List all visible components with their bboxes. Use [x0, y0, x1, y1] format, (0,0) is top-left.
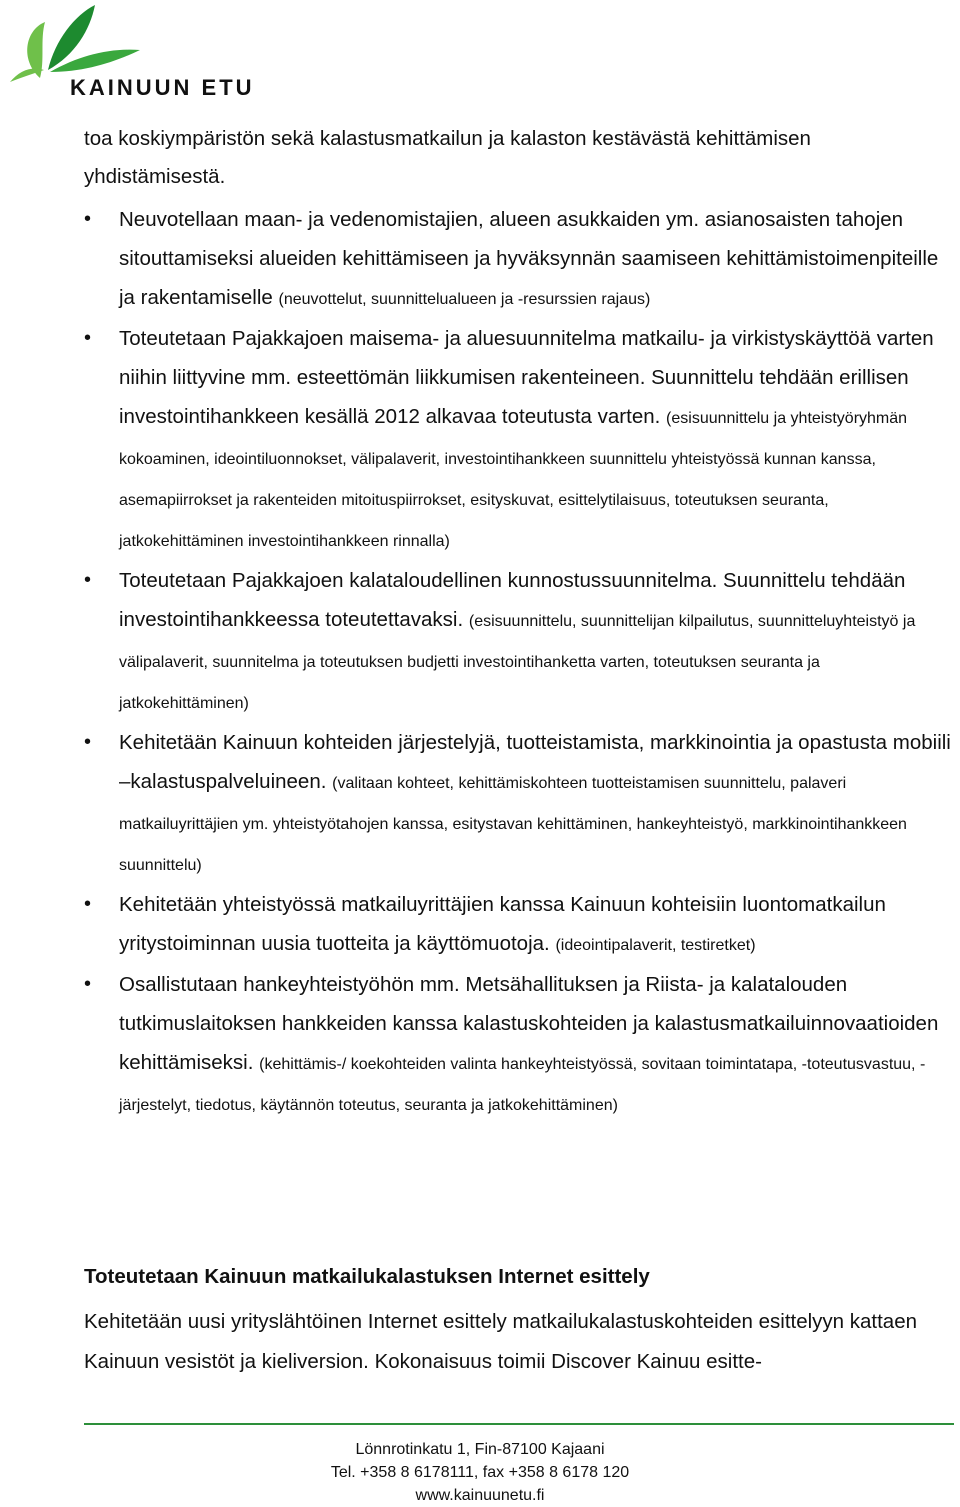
- list-item: [84, 965, 954, 1125]
- footer-phone: Tel. +358 8 6178111, fax +358 8 6178 120: [330, 1464, 630, 1481]
- item-main: Neuvotellaan maan- ja vedenomistajien, alueen asukkaiden ym. asianosaisten tahojen sitouttamiseksi alueiden kehittämiseen ja hyväksynnän saamiseen kehittämistoimenpiteille ja rakentamiselle: [119, 208, 939, 309]
- item-note: (kehittämis-/ koekohteiden valinta hankeyhteistyössä, sovitaan toimintatapa, -toteutusvastuu, -järjestelyt, tiedotus, käytännön toteutus, seuranta ja jatkokehittäminen): [119, 1056, 926, 1114]
- item-note: (ideointipalaverit, testiretket): [555, 937, 756, 954]
- item-main: Osallistutaan hankeyhteistyöhön mm. Metsähallituksen ja Riista- ja kalatalouden tutkimuslaitoksen hankkeiden kanssa kalastuskohteiden ja kalastusmatkailuinnovaatioiden kehittämiseksi.: [119, 973, 939, 1074]
- item-main: Kehitetään Kainuun kohteiden järjestelyjä, tuotteistamista, markkinointia ja opastusta mobiili –kalastuspalveluineen.: [119, 731, 951, 793]
- item-note: (valitaan kohteet, kehittämiskohteen tuotteistamisen suunnittelu, palaveri matkailuyrittäjien ym. yhteistyötahojen kanssa, esitystavan kehittäminen, hankeyhteistyö, markkinointihankkeen suunnittelu): [119, 775, 907, 874]
- kainuun-etu-logo: [0, 0, 300, 100]
- section-body: Kehitetään uusi yrityslähtöinen Internet esittely matkailukalastuskohteiden esittelyyn kattaen Kainuun vesistöt ja kieliversion. Kokonaisuus toimii Discover Kainuu esitte-: [84, 1310, 918, 1373]
- logo-text: KAINUUN ETU: [70, 75, 255, 100]
- action-list: [84, 200, 954, 1125]
- item-note: (esisuunnittelu, suunnittelijan kilpailutus, suunnitteluyhteistyö ja välipalaverit, suunnitelma ja toteutuksen budjetti investointihanketta varten, toteutuksen seuranta ja jatkokehittäminen): [119, 613, 916, 712]
- item-main: Toteutetaan Pajakkajoen kalataloudellinen kunnostussuunnitelma. Suunnittelu tehdään investointihankkeessa toteutettavaksi.: [119, 569, 906, 631]
- intro-paragraph: toa koskiympäristön sekä kalastusmatkailun ja kalaston kestävästä kehittämisen yhdistämisestä.: [84, 127, 811, 188]
- list-item: [84, 723, 954, 885]
- footer-web-link[interactable]: www.kainuunetu.fi: [415, 1487, 545, 1504]
- list-item: [84, 885, 954, 965]
- item-main: Toteutetaan Pajakkajoen maisema- ja aluesuunnitelma matkailu- ja virkistyskäyttöä varten niihin liittyvine mm. esteettömän liikkumisen rakenteineen. Suunnittelu tehdään erillisen investointihankkeen kesällä 2012 alkavaa toteutusta varten.: [119, 327, 934, 428]
- item-note: (esisuunnittelu ja yhteistyöryhmän kokoaminen, ideointiluonnokset, välipalaverit, investointihankkeen suunnittelu yhteistyössä kunnan kanssa, asemapiirrokset ja rakenteiden mitoituspiirrokset, esityskuvat, esittelytilaisuus, toteutuksen seuranta, jatkokehittäminen investointihankkeen rinnalla): [119, 410, 908, 550]
- item-note: (neuvottelut, suunnittelualueen ja -resurssien rajaus): [278, 291, 651, 308]
- footer-divider: [84, 1423, 954, 1425]
- list-item: [84, 200, 954, 319]
- list-item: [84, 319, 954, 561]
- footer-address: Lönnrotinkatu 1, Fin-87100 Kajaani: [355, 1441, 605, 1458]
- item-main: Kehitetään yhteistyössä matkailuyrittäjien kanssa Kainuun kohteisiin luontomatkailun yritystoiminnan uusia tuotteita ja käyttömuotoja.: [119, 893, 886, 955]
- list-item: [84, 561, 954, 723]
- section-heading: Toteutetaan Kainuun matkailukalastuksen Internet esittely: [84, 1265, 650, 1288]
- footer: [0, 1438, 960, 1507]
